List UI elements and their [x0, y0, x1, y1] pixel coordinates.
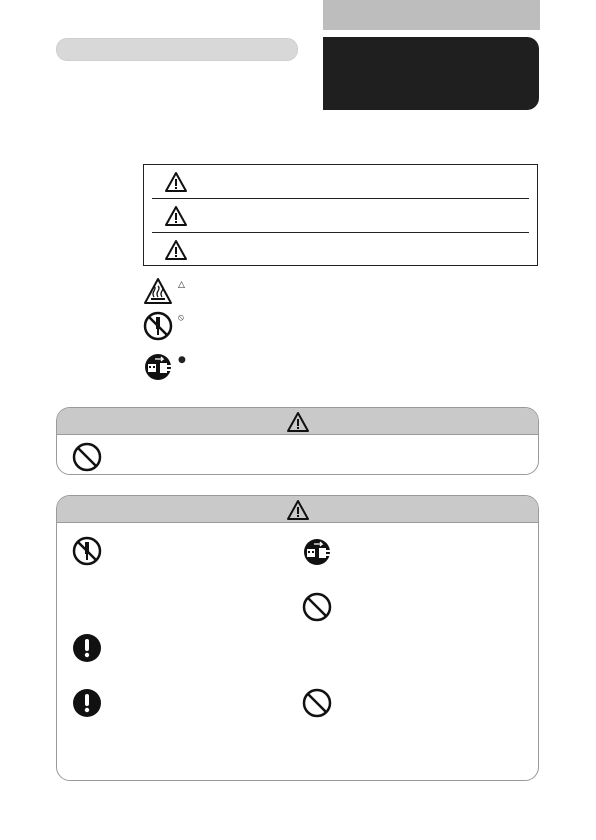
danger-panel-header — [57, 408, 538, 435]
chapter-tab-strip — [323, 0, 540, 30]
mandatory-action-icon — [72, 688, 102, 718]
hot-surface-icon — [143, 277, 173, 305]
symbol-hot-surface — [143, 277, 173, 305]
signal-word-legend — [143, 164, 538, 266]
caution-glyph: △ — [178, 280, 185, 290]
warning-triangle-icon — [164, 239, 188, 261]
warning-triangle-icon — [164, 171, 188, 193]
warning-triangle-icon — [286, 499, 310, 521]
mandatory-action-icon — [72, 633, 102, 663]
legend-row-warning — [152, 199, 529, 233]
unplug-icon — [302, 538, 332, 566]
mandatory-glyph: ● — [178, 355, 186, 365]
unplug-icon — [143, 353, 173, 381]
warning-triangle-icon — [286, 411, 310, 433]
prohibition-icon — [72, 442, 102, 472]
prohibition-icon — [302, 688, 332, 718]
warning-panel-header — [57, 496, 538, 523]
chapter-tab — [323, 37, 539, 110]
symbol-unplug — [143, 353, 173, 381]
legend-row-danger — [152, 165, 529, 199]
legend-row-caution — [152, 233, 529, 267]
no-disassembly-icon — [72, 536, 102, 566]
warning-panel — [56, 495, 539, 781]
warning-triangle-icon — [164, 205, 188, 227]
danger-panel — [56, 407, 539, 475]
prohibition-icon — [302, 592, 332, 622]
prohibition-glyph: ⦸ — [178, 313, 184, 323]
no-disassembly-icon — [143, 311, 173, 341]
section-title-pill — [56, 38, 298, 61]
symbol-no-disassembly — [143, 311, 173, 341]
